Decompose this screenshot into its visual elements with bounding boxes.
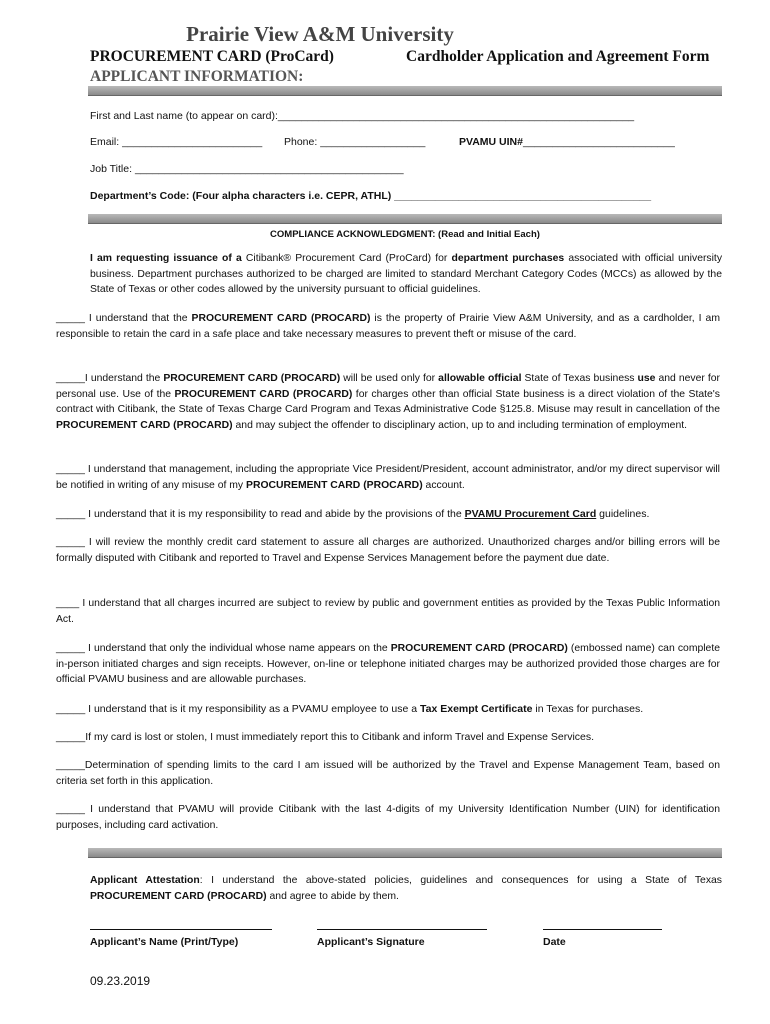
acknowledgment-item-6[interactable]: ____ I understand that all charges incurred are subject to review by public and government entities as provided by the Texas Public Information Act. <box>56 598 720 625</box>
procurement-card-guidelines-link[interactable]: PVAMU Procurement Card <box>464 508 597 520</box>
acknowledgment-item-8[interactable]: _____ I understand that is it my responsibility as a PVAMU employee to use a Tax Exempt Certificate in Texas for purchases. <box>56 703 644 715</box>
acknowledgment-item-9[interactable]: _____If my card is lost or stolen, I must immediately report this to Citibank and inform Travel and Expense Services. <box>56 731 595 743</box>
acknowledgment-item-3[interactable]: _____ I understand that management, including the appropriate Vice President/President, account administrator, and/or my direct supervisor will be notified in writing of any misuse of my PROCUREMENT CARD (PROCARD) account. <box>56 464 720 491</box>
form-revision-date: 09.23.2019 <box>90 974 151 988</box>
acknowledgment-item-1[interactable]: _____ I understand that the PROCUREMENT CARD (PROCARD) is the property of Prairie View A&M University, and as a cardholder, I am responsible to retain the card in a safe place and take necessary measures to prevent theft or misuse of the card. <box>56 313 720 340</box>
department-code-field[interactable]: Department’s Code: (Four alpha characters i.e. CEPR, ATHL) ____________________________________________ <box>90 190 652 202</box>
acknowledgment-item-11[interactable]: _____ I understand that PVAMU will provide Citibank with the last 4-digits of my University Identification Number (UIN) for identification purposes, including card activation. <box>56 804 720 831</box>
acknowledgment-item-5[interactable]: _____ I will review the monthly credit card statement to assure all charges are authorized. Unauthorized charges and/or billing errors will be formally disputed with Citibank and reported to Travel and Expense Services Management before the payment due date. <box>56 537 720 564</box>
section-divider-bar <box>88 214 722 224</box>
acknowledgment-item-4[interactable]: _____ I understand that it is my responsibility to read and abide by the provisions of the PVAMU Procurement Card guidelines. <box>56 508 650 520</box>
procurement-card-title: PROCUREMENT CARD (ProCard) <box>90 48 334 65</box>
job-title-field[interactable]: Job Title: ______________________________________________ <box>90 163 404 175</box>
uin-label: PVAMU UIN# <box>459 136 523 148</box>
date-line[interactable] <box>543 929 662 931</box>
phone-field[interactable]: Phone: __________________ <box>284 136 426 148</box>
acknowledgment-item-2[interactable]: _____I understand the PROCUREMENT CARD (PROCARD) will be used only for allowable official State of Texas business use and never for personal use. Use of the PROCUREMENT CARD (PROCARD) for charges other than official State business is a direct violation of the State's contract with Citibank, the State of Texas Charge Card Program and Texas Administrative Code §125.8. Misuse may result in cancellation of the PROCUREMENT CARD (PROCARD) and may subject the offender to disciplinary action, up to and including termination of employment. <box>56 373 720 431</box>
date-label: Date <box>543 936 566 948</box>
applicant-attestation: Applicant Attestation: I understand the above-stated policies, guidelines and consequences for using a State of Texas PROCUREMENT CARD (PROCARD) and agree to abide by them. <box>90 875 722 902</box>
applicant-signature-line[interactable] <box>317 929 487 931</box>
section-divider-bar <box>88 848 722 858</box>
university-title: Prairie View A&M University <box>186 22 454 46</box>
uin-field[interactable] <box>459 136 675 148</box>
name-field[interactable]: First and Last name (to appear on card):_____________________________________________________________ <box>90 110 635 122</box>
intro-paragraph: I am requesting issuance of a Citibank® Procurement Card (ProCard) for department purchases associated with official university business. Department purchases authorized to be charged are limited to standard Merchant Category Codes (MCCs) as allowed by the State of Texas or other codes allowed by the university pursuant to official guidelines. <box>90 253 723 295</box>
applicant-information-heading: APPLICANT INFORMATION: <box>90 68 304 85</box>
section-divider-bar <box>88 86 722 96</box>
acknowledgment-item-10[interactable]: _____Determination of spending limits to the card I am issued will be authorized by the Travel and Expense Management Team, based on criteria set forth in this application. <box>56 760 720 787</box>
uin-blank: __________________________ <box>522 136 675 148</box>
applicant-name-line[interactable] <box>90 929 272 931</box>
compliance-heading: COMPLIANCE ACKNOWLEDGMENT: (Read and Initial Each) <box>270 229 540 240</box>
applicant-signature-label: Applicant’s Signature <box>317 936 425 948</box>
form-title: Cardholder Application and Agreement Form <box>406 48 710 65</box>
acknowledgment-item-7[interactable]: _____ I understand that only the individual whose name appears on the PROCUREMENT CARD (PROCARD) (embossed name) can complete in-person initiated charges and sign receipts. However, on-line or telephone initiated charges may be authorized provided those charges are for official PVAMU business and are allowable purchases. <box>56 643 721 685</box>
email-field[interactable]: Email: ________________________ <box>90 136 263 148</box>
applicant-name-label: Applicant’s Name (Print/Type) <box>90 936 239 948</box>
